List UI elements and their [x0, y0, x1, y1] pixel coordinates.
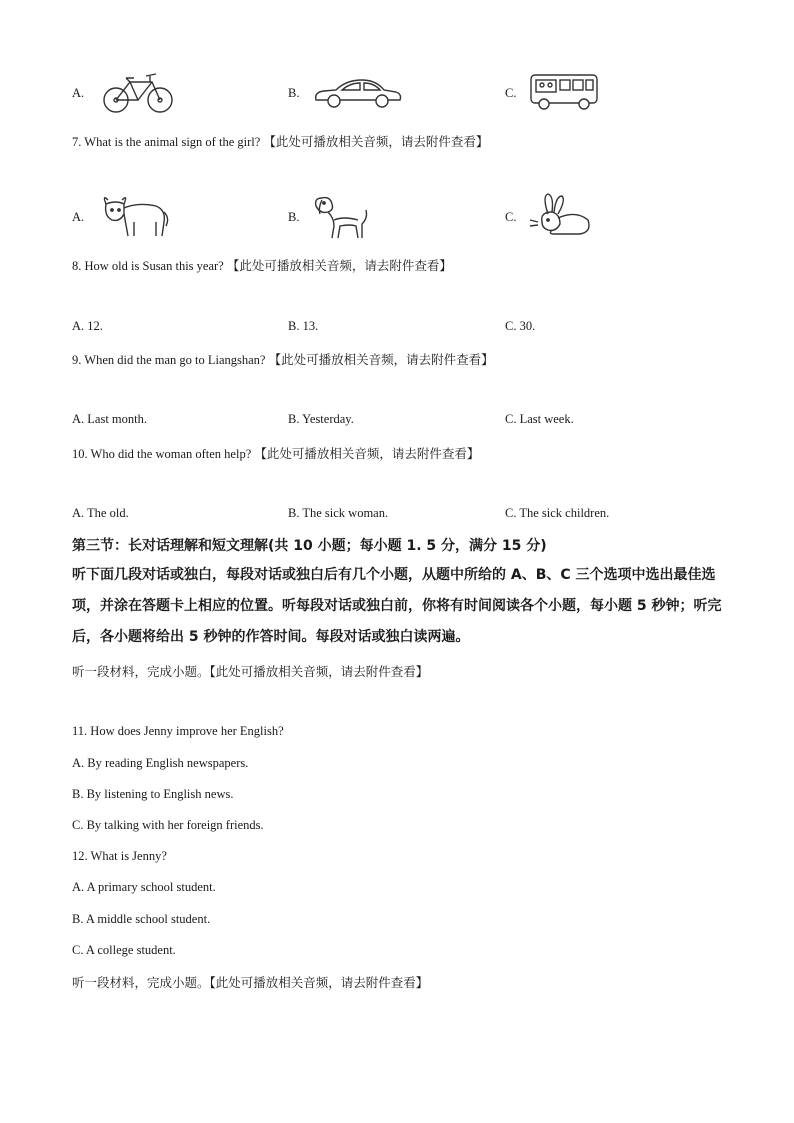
section-instructions: 听下面几段对话或独白，每段对话或独白后有几个小题，从题中所给的 A、B、C 三个选项中选出最佳选项，并涂在答题卡上相应的位置。听每段对话或独白前，你将有时间阅读各个小题，每小题 5 秒钟；听完后，各小题将给出 5 秒钟的作答时间。每段对话或独白读两遍。: [72, 567, 722, 645]
q7-option-c-letter: C.: [505, 210, 517, 224]
section-heading: 第三节：长对话理解和短文理解(共 10 小题；每小题 1. 5 分，满分 15 分): [72, 538, 547, 554]
q7-option-b-letter: B.: [288, 210, 300, 224]
audio-note[interactable]: 【此处可播放相关音频，请去附件查看】: [263, 134, 489, 149]
question-9-text: 9. When did the man go to Liangshan?: [72, 353, 266, 367]
rabbit-icon: [526, 192, 594, 242]
bicycle-icon: [100, 70, 176, 116]
audio-note[interactable]: 【此处可播放相关音频，请去附件查看】: [254, 446, 480, 461]
q9-option-c[interactable]: C. Last week.: [505, 412, 574, 426]
material-prompt[interactable]: 听一段材料，完成小题。【此处可播放相关音频，请去附件查看】: [72, 975, 429, 990]
question-10-text: 10. Who did the woman often help?: [72, 447, 252, 461]
q6-option-c-letter: C.: [505, 86, 517, 100]
q9-option-a[interactable]: A. Last month.: [72, 412, 147, 426]
question-10: [72, 444, 479, 462]
dog-icon: [310, 192, 372, 242]
car-icon: [312, 76, 404, 110]
q10-option-c[interactable]: C. The sick children.: [505, 506, 610, 520]
q11-option-a[interactable]: A. By reading English newspapers.: [72, 756, 249, 770]
question-12-text: 12. What is Jenny?: [72, 849, 167, 863]
question-9: [72, 350, 494, 368]
question-7-text: 7. What is the animal sign of the girl?: [72, 135, 261, 149]
q8-option-b[interactable]: B. 13.: [288, 319, 319, 333]
question-11-text: 11. How does Jenny improve her English?: [72, 724, 284, 738]
audio-note[interactable]: 【此处可播放相关音频，请去附件查看】: [268, 352, 494, 367]
q12-option-a[interactable]: A. A primary school student.: [72, 880, 216, 894]
q6-option-b-letter: B.: [288, 86, 300, 100]
q10-option-b[interactable]: B. The sick woman.: [288, 506, 389, 520]
question-7: [72, 132, 488, 150]
question-8: [72, 256, 452, 274]
q10-option-a[interactable]: A. The old.: [72, 506, 129, 520]
q12-option-c[interactable]: C. A college student.: [72, 943, 176, 957]
q9-option-b[interactable]: B. Yesterday.: [288, 412, 354, 426]
q11-option-c[interactable]: C. By talking with her foreign friends.: [72, 818, 264, 832]
bus-icon: [528, 70, 602, 112]
q7-option-a-letter: A.: [72, 210, 85, 224]
ox-icon: [98, 192, 170, 242]
q8-option-c[interactable]: C. 30.: [505, 319, 536, 333]
material-prompt[interactable]: 听一段材料，完成小题。【此处可播放相关音频，请去附件查看】: [72, 664, 429, 679]
q12-option-b[interactable]: B. A middle school student.: [72, 912, 211, 926]
q11-option-b[interactable]: B. By listening to English news.: [72, 787, 234, 801]
audio-note[interactable]: 【此处可播放相关音频，请去附件查看】: [226, 258, 452, 273]
q8-option-a[interactable]: A. 12.: [72, 319, 103, 333]
question-8-text: 8. How old is Susan this year?: [72, 259, 224, 273]
q6-option-a-letter: A.: [72, 86, 85, 100]
